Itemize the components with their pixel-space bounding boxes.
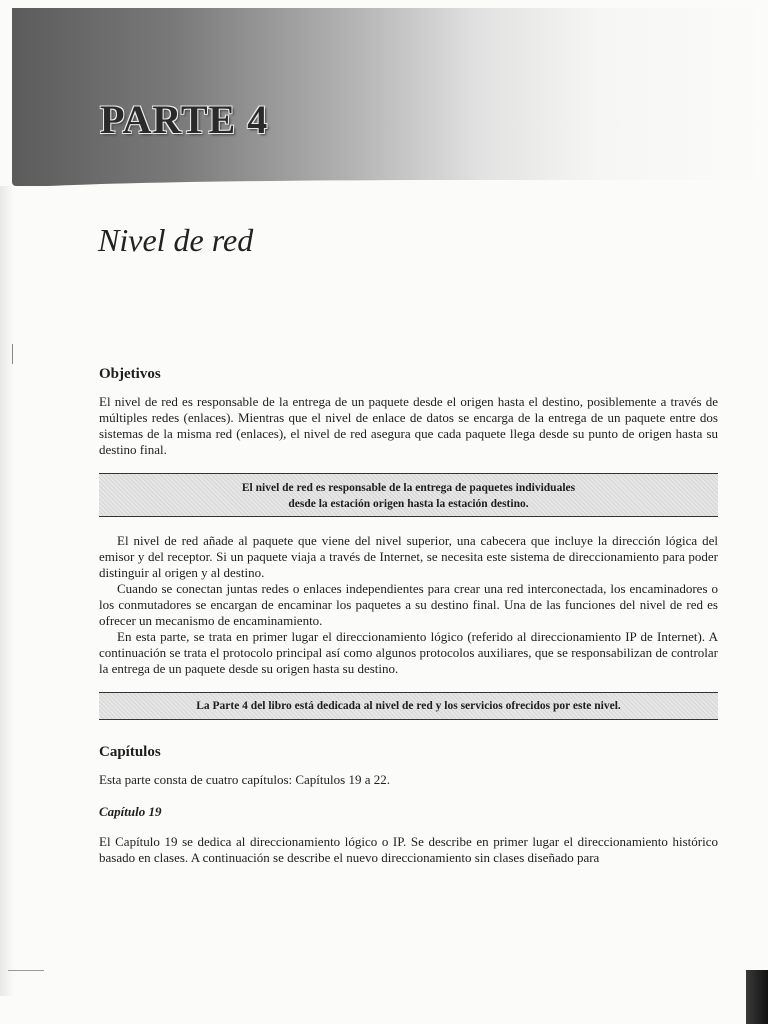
body-paragraph: El nivel de red añade al paquete que viene del nivel superior, una cabecera que incluye la dirección lógica del emisor y del receptor. Si un paquete viaja a través de Internet, se necesita este sistema de direccionamiento para poder distinguir al origen y al destino. bbox=[99, 533, 718, 580]
callout-box bbox=[99, 692, 718, 720]
body-paragraph: Cuando se conectan juntas redes o enlaces independientes para crear una red interconectada, los encaminadores o los conmutadores se encargan de encaminar los paquetes a su destino final. Una de las funciones del nivel de red es ofrecer un mecanismo de encaminamiento. bbox=[99, 581, 718, 628]
callout-line: La Parte 4 del libro está dedicada al nivel de red y los servicios ofrecidos por este nivel. bbox=[196, 700, 621, 712]
callout-line: desde la estación origen hasta la estación destino. bbox=[288, 498, 529, 510]
margin-rule bbox=[8, 970, 44, 971]
section-heading-capitulos: Capítulos bbox=[99, 744, 161, 760]
page-left-edge-shadow bbox=[0, 186, 14, 996]
margin-mark bbox=[12, 344, 13, 364]
objetivos-paragraph: El nivel de red es responsable de la entrega de un paquete desde el origen hasta el destino, posiblemente a través de múltiples redes (enlaces). Mientras que el nivel de enlace de datos se encarga de la entrega de un paquete entre dos sistemas de la misma red (enlaces), el nivel de red asegura que cada paquete llega desde su punto de origen hasta su destino final. bbox=[99, 394, 718, 457]
chapter-19-heading: Capítulo 19 bbox=[99, 804, 162, 819]
body-paragraph: En esta parte, se trata en primer lugar el direccionamiento lógico (referido al direccionamiento IP de Internet). A continuación se trata el protocolo principal así como algunos protocolos auxiliares, que se responsabilizan de controlar la entrega de un paquete desde su origen hasta su destino. bbox=[99, 629, 718, 676]
callout-line: El nivel de red es responsable de la entrega de paquetes individuales bbox=[241, 482, 576, 494]
callout-box bbox=[99, 473, 718, 517]
chapter-19-paragraph: El Capítulo 19 se dedica al direccionamiento lógico o IP. Se describe en primer lugar el direccionamiento histórico basado en clases. A continuación se describe el nuevo direccionamiento sin clases diseñado para bbox=[99, 834, 718, 865]
part-title: PARTE 4 bbox=[100, 97, 269, 142]
page-corner-shadow bbox=[746, 970, 768, 1024]
page-body bbox=[99, 366, 718, 866]
section-heading-objetivos: Objetivos bbox=[99, 366, 161, 382]
capitulos-intro: Esta parte consta de cuatro capítulos: Capítulos 19 a 22. bbox=[99, 772, 390, 787]
chapter-title: Nivel de red bbox=[98, 222, 254, 258]
